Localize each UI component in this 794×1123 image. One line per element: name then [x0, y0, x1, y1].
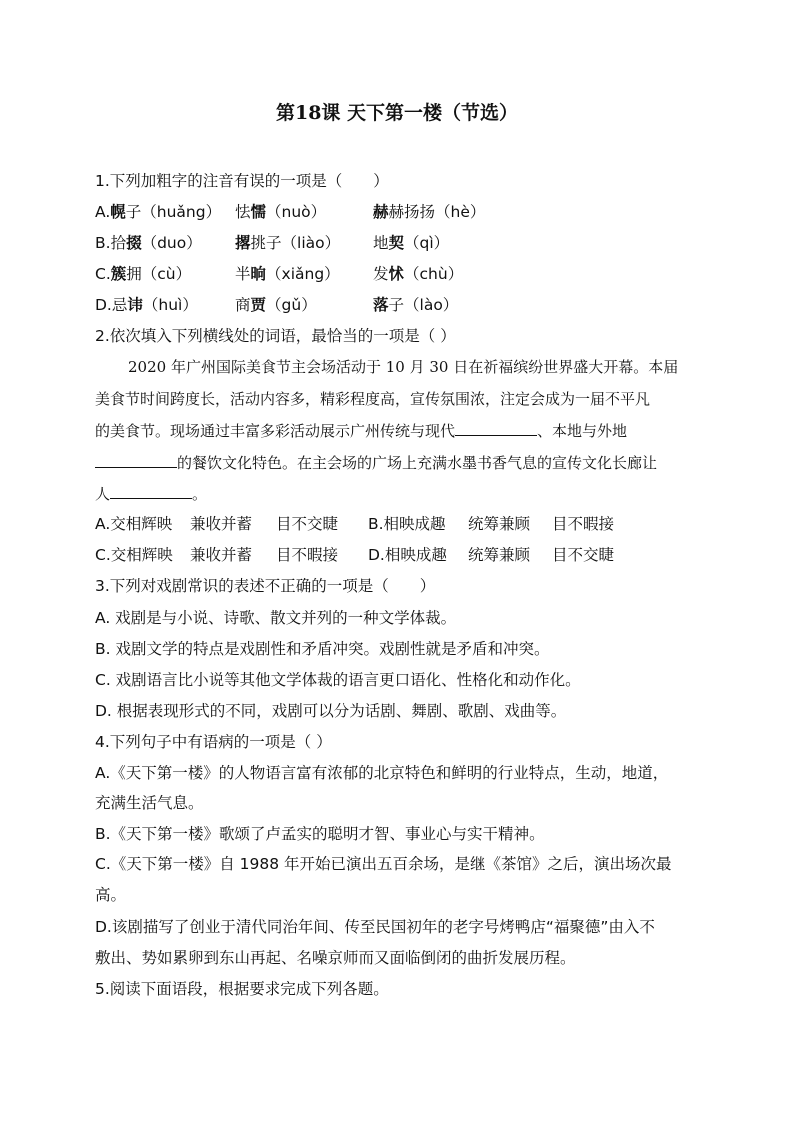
q2-blank-1	[455, 421, 537, 436]
q1-option-text: 子（lào）	[388, 296, 459, 314]
q1-bold-char: 贾	[250, 296, 267, 314]
q1-option-item	[235, 294, 317, 316]
q1-bold-char: 落	[373, 296, 389, 314]
q1-option-text: 拾	[110, 234, 127, 252]
q3-option-b: B. 戏剧文学的特点是戏剧性和矛盾冲突。戏剧性就是矛盾和冲突。	[95, 640, 550, 658]
q4-stem: 4.下列句子中有语病的一项是（ ）	[95, 733, 332, 751]
q1-bold-char: 怵	[388, 265, 405, 283]
q1-option-text: 怯	[235, 203, 251, 221]
q1-bold-char: 晌	[250, 265, 267, 283]
q1-option-text: 发	[373, 265, 389, 283]
q2-passage-line-2: 美食节时间跨度长，活动内容多，精彩程度高，宣传氛围浓，注定会成为一届不平凡	[95, 390, 651, 408]
q2-passage-line-4	[95, 452, 657, 474]
q2-text: 的餐饮文化特色。在主会场的广场上充满水墨书香气息的宣传文化长廊让	[177, 454, 658, 472]
q1-option-item	[373, 232, 449, 254]
q2-passage-line-5	[95, 483, 207, 505]
q2-passage-line-1: 2020 年广州国际美食节主会场活动于 10 月 30 日在祈福缤纷世界盛大开幕。本届	[128, 358, 679, 376]
q1-stem: 1.下列加粗字的注音有误的一项是（ ）	[95, 172, 389, 190]
q3-option-d: D. 根据表现形式的不同，戏剧可以分为话剧、舞剧、歌剧、戏曲等。	[95, 702, 567, 720]
q1-option-item	[95, 232, 202, 254]
q4-option-d-cont: 敷出、势如累卵到东山再起、名噪京师而又面临倒闭的曲折发展历程。	[95, 949, 576, 967]
q1-bold-char: 簇	[110, 265, 127, 283]
q1-bold-char: 掇	[126, 234, 142, 252]
q1-option-text: （xiǎng）	[266, 265, 340, 283]
q1-option-item	[373, 201, 485, 223]
q2-blank-2	[95, 453, 177, 468]
q1-option-text: （qì）	[404, 234, 450, 252]
q1-option-text: 地	[373, 234, 389, 252]
q1-option-item	[373, 263, 463, 285]
q4-option-d: D.该剧描写了创业于清代同治年间、传至民国初年的老字号烤鸭店“福聚德”由入不	[95, 918, 655, 936]
q4-option-c-cont: 高。	[95, 886, 127, 904]
q2-text: 。	[192, 485, 208, 503]
q2-option: C.交相辉映	[95, 546, 173, 564]
q1-option-text: （huì）	[142, 296, 198, 314]
q1-option-text: （nuò）	[266, 203, 327, 221]
q2-option: 兼收并蓄	[190, 546, 253, 564]
q1-option-text: （gǔ）	[266, 296, 317, 314]
q2-option: 目不暇接	[552, 515, 615, 533]
q1-option-item	[95, 294, 198, 316]
q4-option-b: B.《天下第一楼》歌颂了卢孟实的聪明才智、事业心与实干精神。	[95, 825, 545, 843]
q1-option-text: 子（huǎng）	[125, 203, 222, 221]
q1-option-item	[95, 201, 221, 223]
q1-option-label: B.	[95, 234, 111, 252]
q2-option: 兼收并蓄	[190, 515, 253, 533]
q3-option-c: C. 戏剧语言比小说等其他文学体裁的语言更口语化、性格化和动作化。	[95, 671, 581, 689]
q2-option: 目不暇接	[276, 546, 339, 564]
q1-option-text: 半	[235, 265, 251, 283]
q2-blank-3	[110, 484, 192, 499]
q2-stem: 2.依次填入下列横线处的词语，最恰当的一项是（ ）	[95, 327, 456, 345]
q1-option-text: 赫扬扬（hè）	[388, 203, 486, 221]
q1-option-text: （duo）	[141, 234, 202, 252]
q2-options-row-2	[95, 544, 614, 566]
q1-bold-char: 讳	[127, 296, 143, 314]
q1-option-text: 挑子（liào）	[250, 234, 341, 252]
q3-option-a: A. 戏剧是与小说、诗歌、散文并列的一种文学体裁。	[95, 609, 457, 627]
q1-option-item	[373, 294, 458, 316]
q4-option-c: C.《天下第一楼》自 1988 年开始已演出五百余场，是继《茶馆》之后，演出场次最	[95, 855, 672, 873]
q1-option-label: D.	[95, 296, 112, 314]
q2-option: 统筹兼顾	[468, 546, 531, 564]
q2-option: B.相映成趣	[368, 515, 446, 533]
q1-bold-char: 懦	[250, 203, 267, 221]
q1-option-text: 拥（cù）	[126, 265, 192, 283]
q1-option-item	[235, 263, 340, 285]
q1-bold-char: 撂	[235, 234, 251, 252]
q1-option-item	[95, 263, 191, 285]
q2-text: 的美食节。现场通过丰富多彩活动展示广州传统与现代	[95, 422, 456, 440]
page-title: 第18课 天下第一楼（节选）	[275, 102, 519, 124]
q1-option-item	[235, 232, 340, 254]
q2-option: A.交相辉映	[95, 515, 173, 533]
q4-option-a: A.《天下第一楼》的人物语言富有浓郁的北京特色和鲜明的行业特点，生动，地道，	[95, 764, 669, 782]
q1-bold-char: 赫	[373, 203, 389, 221]
q1-option-label: A.	[95, 203, 111, 221]
q1-option-text: 忌	[111, 296, 128, 314]
q3-stem: 3.下列对戏剧常识的表述不正确的一项是（ ）	[95, 577, 436, 595]
q1-bold-char: 幌	[110, 203, 126, 221]
q1-option-text: （chù）	[404, 265, 464, 283]
q2-text: 人	[95, 485, 111, 503]
q2-option: 目不交睫	[276, 515, 339, 533]
q4-option-a-cont: 充满生活气息。	[95, 794, 204, 812]
q1-option-item	[235, 201, 326, 223]
q5-stem: 5.阅读下面语段，根据要求完成下列各题。	[95, 980, 389, 998]
q2-text: 、本地与外地	[537, 422, 628, 440]
q2-option: 目不交睫	[552, 546, 615, 564]
q2-options-row-1	[95, 513, 614, 535]
q2-passage-line-3	[95, 420, 627, 442]
q1-option-label: C.	[95, 265, 111, 283]
q2-option: 统筹兼顾	[468, 515, 531, 533]
q1-option-text: 商	[235, 296, 251, 314]
q2-option: D.相映成趣	[368, 546, 447, 564]
q1-bold-char: 契	[388, 234, 405, 252]
